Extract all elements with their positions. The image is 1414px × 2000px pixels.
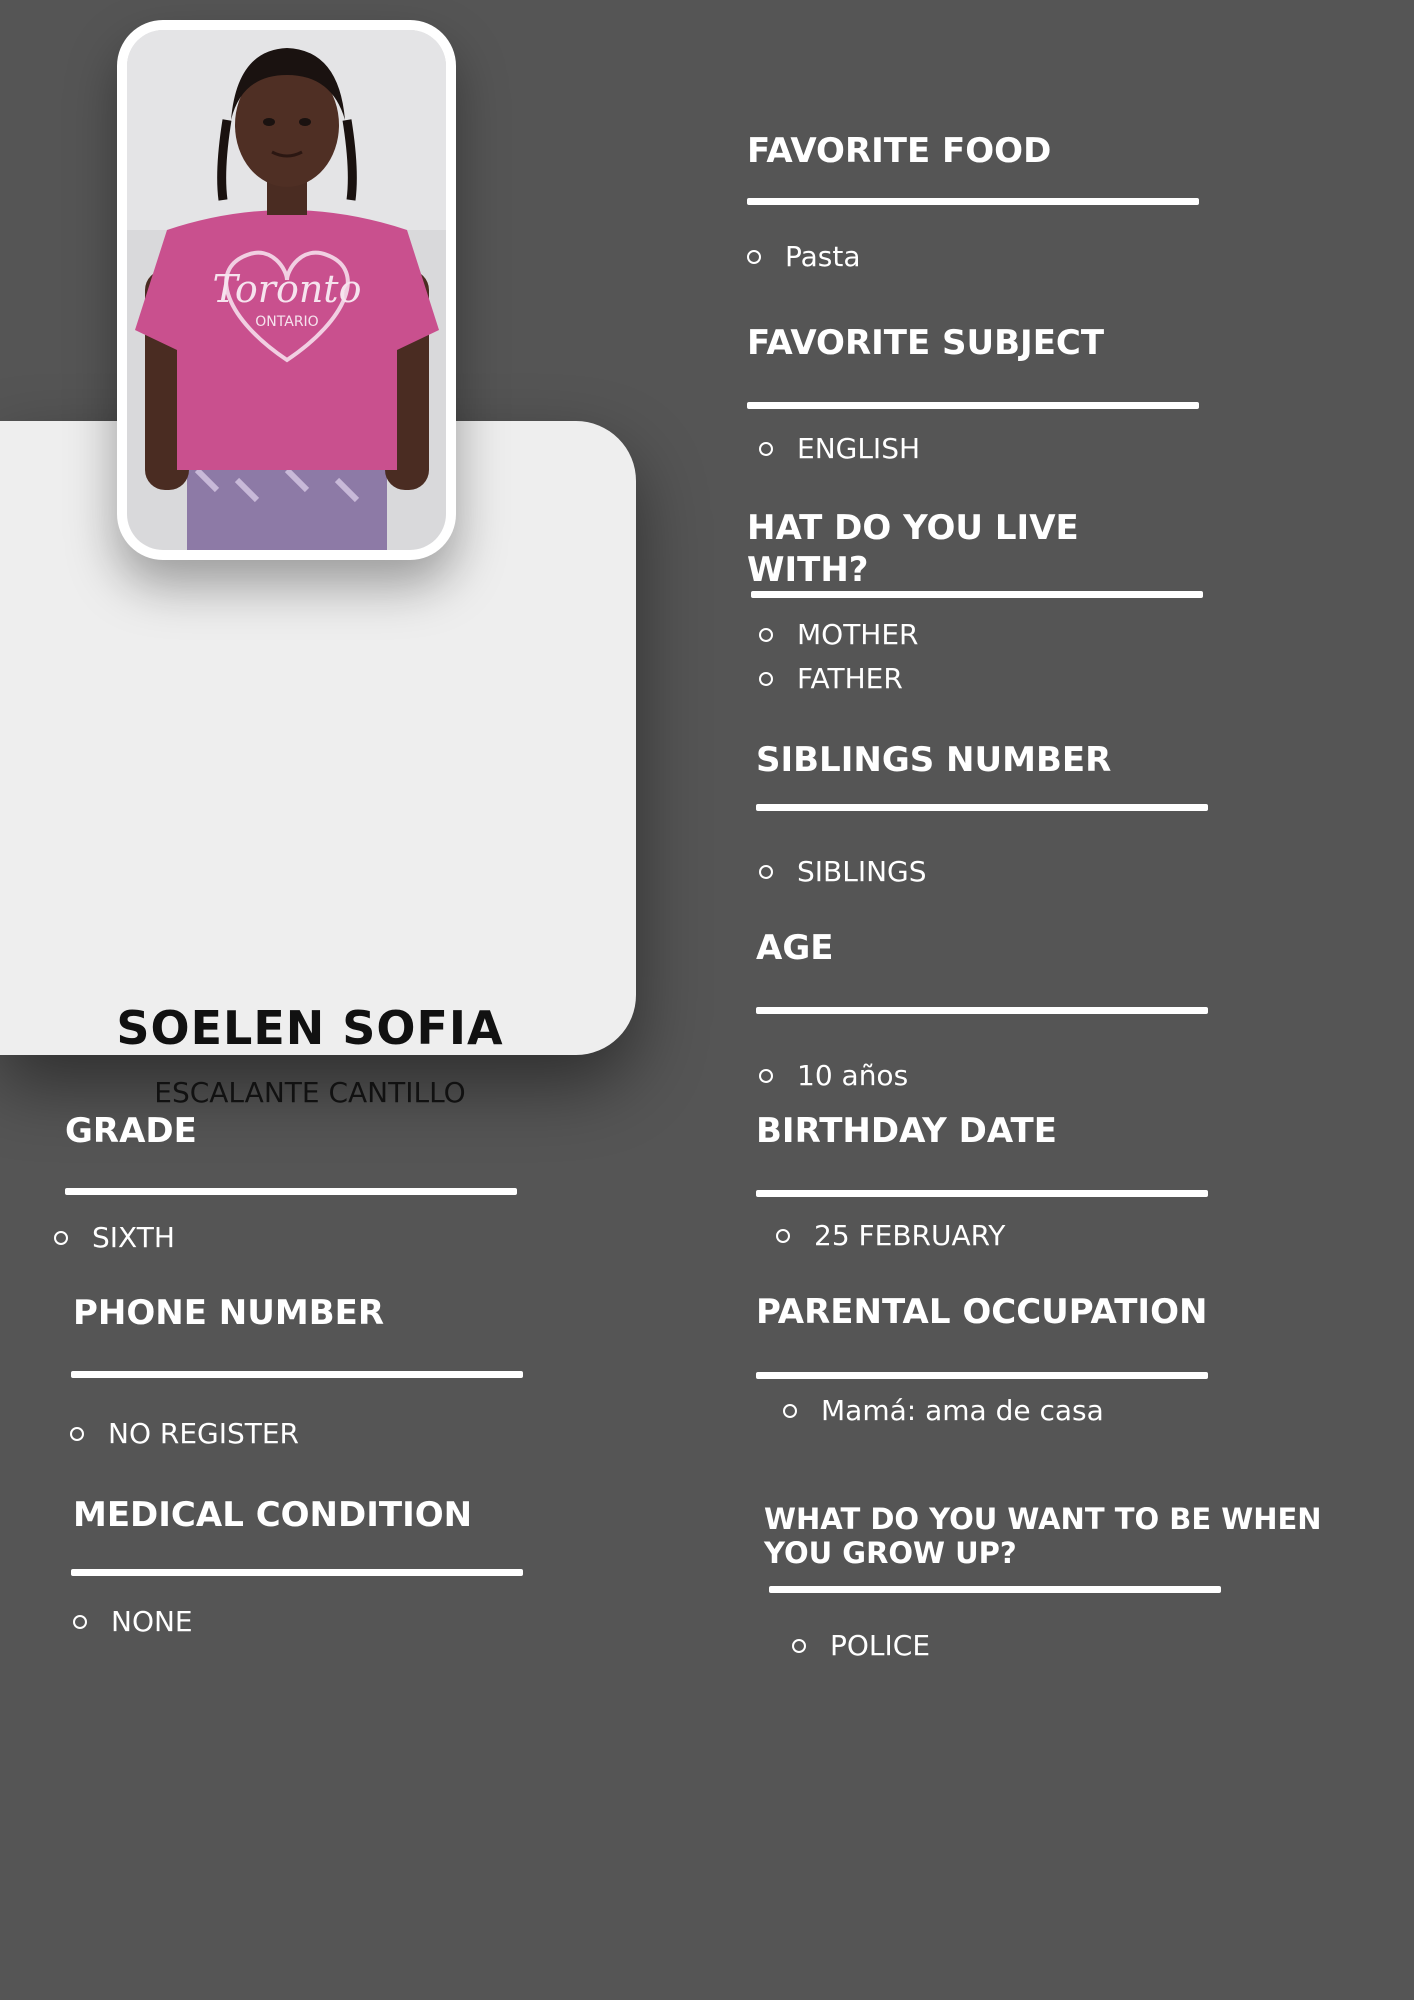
grade-title: GRADE xyxy=(65,1111,197,1151)
list-item: 10 años xyxy=(759,1054,908,1098)
section-parental-occupation xyxy=(756,1291,1208,1427)
list-item: 25 FEBRUARY xyxy=(776,1214,1005,1258)
live-with-title-line2: WITH? xyxy=(747,550,869,590)
list-item: SIBLINGS xyxy=(759,850,927,894)
siblings-list xyxy=(759,850,927,894)
phone-title: PHONE NUMBER xyxy=(73,1293,385,1333)
list-item: NO REGISTER xyxy=(70,1412,299,1456)
section-birthday xyxy=(756,1110,1057,1252)
age-list xyxy=(759,1054,908,1098)
parental-occupation-divider xyxy=(756,1372,1208,1379)
birthday-divider xyxy=(756,1190,1208,1197)
favorite-subject-divider xyxy=(747,402,1199,409)
phone-list xyxy=(70,1412,299,1456)
shirt-subtext: ONTARIO xyxy=(255,314,319,330)
student-photo-illustration xyxy=(127,30,446,550)
shirt-text: Toronto xyxy=(212,267,362,311)
favorite-food-list xyxy=(747,235,861,279)
siblings-divider xyxy=(756,804,1208,811)
list-item: Mamá: ama de casa xyxy=(783,1389,1104,1433)
parental-occupation-title: PARENTAL OCCUPATION xyxy=(756,1292,1208,1332)
siblings-title: SIBLINGS NUMBER xyxy=(756,740,1112,780)
live-with-divider xyxy=(751,591,1203,598)
grow-up-title-line2: YOU GROW UP? xyxy=(764,1536,1017,1570)
birthday-list xyxy=(776,1214,1005,1258)
birthday-title: BIRTHDAY DATE xyxy=(756,1111,1057,1151)
list-item: FATHER xyxy=(759,657,919,701)
grade-divider xyxy=(65,1188,517,1195)
list-item: NONE xyxy=(73,1600,193,1644)
medical-list xyxy=(73,1600,193,1644)
list-item: Pasta xyxy=(747,235,861,279)
list-item: SIXTH xyxy=(54,1216,175,1260)
list-item: MOTHER xyxy=(759,613,919,657)
section-siblings xyxy=(756,739,1112,888)
student-first-name: SOELEN SOFIA xyxy=(116,1001,504,1055)
section-grow-up xyxy=(764,1502,1322,1662)
live-with-title-line1: HAT DO YOU LIVE xyxy=(747,508,1079,548)
section-grade xyxy=(65,1110,197,1254)
section-favorite-food xyxy=(747,130,1052,273)
section-medical xyxy=(73,1494,473,1638)
grow-up-list xyxy=(792,1624,930,1668)
medical-title: MEDICAL CONDITION xyxy=(73,1495,473,1535)
phone-divider xyxy=(71,1371,523,1378)
grade-list xyxy=(54,1216,175,1260)
student-last-name: ESCALANTE CANTILLO xyxy=(154,1076,466,1109)
age-title: AGE xyxy=(756,928,834,968)
medical-divider xyxy=(71,1569,523,1576)
favorite-food-divider xyxy=(747,198,1199,205)
section-favorite-subject xyxy=(747,322,1105,465)
section-phone xyxy=(73,1292,385,1450)
grow-up-divider xyxy=(769,1586,1221,1593)
photo-frame xyxy=(117,20,456,560)
student-photo xyxy=(127,30,446,550)
grow-up-title-line1: WHAT DO YOU WANT TO BE WHEN xyxy=(764,1502,1322,1536)
favorite-subject-title: FAVORITE SUBJECT xyxy=(747,323,1105,363)
age-divider xyxy=(756,1007,1208,1014)
parental-occupation-list xyxy=(783,1389,1104,1433)
favorite-subject-list xyxy=(759,427,920,471)
live-with-list xyxy=(759,613,919,701)
section-age xyxy=(756,927,909,1092)
list-item: ENGLISH xyxy=(759,427,920,471)
section-live-with xyxy=(747,507,1079,695)
favorite-food-title: FAVORITE FOOD xyxy=(747,131,1052,171)
list-item: POLICE xyxy=(792,1624,930,1668)
